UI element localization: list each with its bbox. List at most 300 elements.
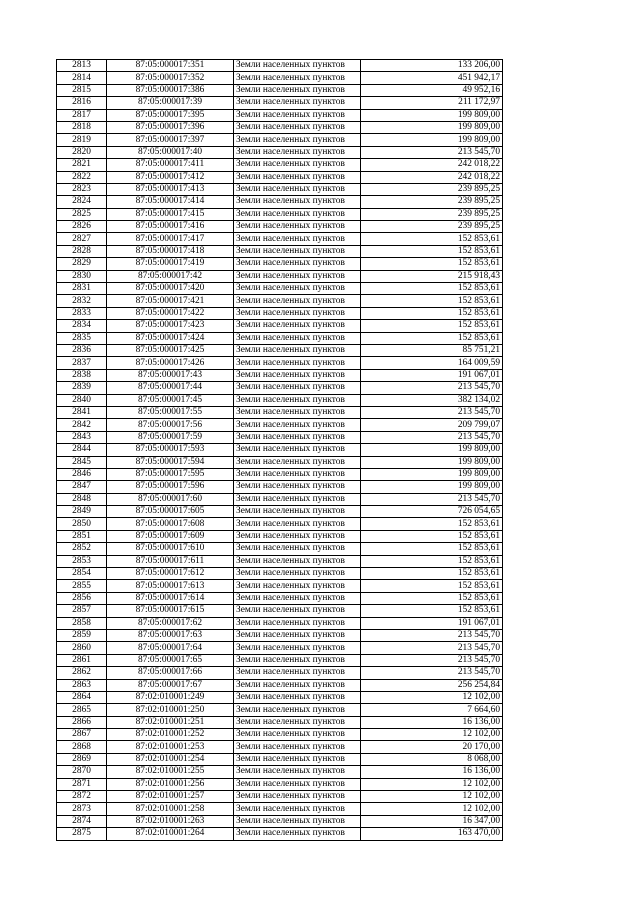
- cadastral-number-cell: 87:05:000017:593: [107, 444, 234, 456]
- row-number-cell: 2819: [57, 134, 107, 146]
- row-number-cell: 2837: [57, 357, 107, 369]
- land-category-cell: Земли населенных пунктов: [234, 605, 361, 617]
- land-category-cell: Земли населенных пунктов: [234, 221, 361, 233]
- cadastral-value-cell: 199 809,00: [361, 468, 503, 480]
- table-row: [57, 605, 503, 617]
- land-category-cell: Земли населенных пунктов: [234, 171, 361, 183]
- cadastral-number-cell: 87:05:000017:614: [107, 592, 234, 604]
- table-row: [57, 778, 503, 790]
- cadastral-number-cell: 87:02:010001:252: [107, 729, 234, 741]
- row-number-cell: 2856: [57, 592, 107, 604]
- cadastral-value-cell: 152 853,61: [361, 605, 503, 617]
- land-category-cell: Земли населенных пунктов: [234, 654, 361, 666]
- table-row: [57, 344, 503, 356]
- cadastral-number-cell: 87:05:000017:415: [107, 208, 234, 220]
- cadastral-value-cell: 191 067,01: [361, 369, 503, 381]
- table-row: [57, 642, 503, 654]
- row-number-cell: 2873: [57, 803, 107, 815]
- cadastral-value-cell: 152 853,61: [361, 568, 503, 580]
- cadastral-number-cell: 87:05:000017:426: [107, 357, 234, 369]
- cadastral-value-cell: 213 545,70: [361, 493, 503, 505]
- land-category-cell: Земли населенных пунктов: [234, 72, 361, 84]
- land-category-cell: Земли населенных пунктов: [234, 121, 361, 133]
- row-number-cell: 2814: [57, 72, 107, 84]
- row-number-cell: 2865: [57, 704, 107, 716]
- cadastral-number-cell: 87:05:000017:413: [107, 183, 234, 195]
- table-row: [57, 394, 503, 406]
- table-row: [57, 307, 503, 319]
- cadastral-value-cell: 152 853,61: [361, 320, 503, 332]
- cadastral-number-cell: 87:02:010001:256: [107, 778, 234, 790]
- land-category-cell: Земли населенных пунктов: [234, 344, 361, 356]
- cadastral-value-cell: 16 136,00: [361, 716, 503, 728]
- cadastral-value-cell: 7 664,60: [361, 704, 503, 716]
- cadastral-value-cell: 152 853,61: [361, 530, 503, 542]
- row-number-cell: 2872: [57, 791, 107, 803]
- cadastral-number-cell: 87:02:010001:255: [107, 766, 234, 778]
- table-row: [57, 704, 503, 716]
- row-number-cell: 2829: [57, 258, 107, 270]
- land-category-cell: Земли населенных пунктов: [234, 270, 361, 282]
- cadastral-value-cell: 242 018,22: [361, 159, 503, 171]
- row-number-cell: 2862: [57, 667, 107, 679]
- cadastral-number-cell: 87:05:000017:60: [107, 493, 234, 505]
- cadastral-number-cell: 87:05:000017:425: [107, 344, 234, 356]
- cadastral-number-cell: 87:02:010001:257: [107, 791, 234, 803]
- cadastral-number-cell: 87:02:010001:251: [107, 716, 234, 728]
- table-row: [57, 146, 503, 158]
- cadastral-number-cell: 87:05:000017:610: [107, 543, 234, 555]
- cadastral-number-cell: 87:05:000017:39: [107, 97, 234, 109]
- table-row: [57, 654, 503, 666]
- land-category-cell: Земли населенных пунктов: [234, 803, 361, 815]
- cadastral-value-cell: 451 942,17: [361, 72, 503, 84]
- land-category-cell: Земли населенных пунктов: [234, 592, 361, 604]
- land-category-cell: Земли населенных пунктов: [234, 543, 361, 555]
- table-row: [57, 530, 503, 542]
- cadastral-number-cell: 87:05:000017:64: [107, 642, 234, 654]
- cadastral-value-cell: 152 853,61: [361, 555, 503, 567]
- row-number-cell: 2833: [57, 307, 107, 319]
- cadastral-value-cell: 152 853,61: [361, 245, 503, 257]
- row-number-cell: 2835: [57, 332, 107, 344]
- land-category-cell: Земли населенных пунктов: [234, 357, 361, 369]
- table-row: [57, 233, 503, 245]
- cadastral-number-cell: 87:05:000017:609: [107, 530, 234, 542]
- cadastral-value-cell: 85 751,21: [361, 344, 503, 356]
- cadastral-number-cell: 87:05:000017:56: [107, 419, 234, 431]
- row-number-cell: 2850: [57, 518, 107, 530]
- row-number-cell: 2825: [57, 208, 107, 220]
- land-category-cell: Земли населенных пунктов: [234, 530, 361, 542]
- table-row: [57, 481, 503, 493]
- cadastral-value-cell: 164 009,59: [361, 357, 503, 369]
- cadastral-number-cell: 87:02:010001:258: [107, 803, 234, 815]
- cadastral-value-cell: 213 545,70: [361, 667, 503, 679]
- land-category-cell: Земли населенных пунктов: [234, 369, 361, 381]
- cadastral-value-cell: 12 102,00: [361, 691, 503, 703]
- land-category-cell: Земли населенных пунктов: [234, 419, 361, 431]
- land-category-cell: Земли населенных пунктов: [234, 729, 361, 741]
- cadastral-number-cell: 87:05:000017:418: [107, 245, 234, 257]
- row-number-cell: 2820: [57, 146, 107, 158]
- cadastral-value-cell: 239 895,25: [361, 221, 503, 233]
- row-number-cell: 2871: [57, 778, 107, 790]
- table-row: [57, 555, 503, 567]
- cadastral-number-cell: 87:02:010001:249: [107, 691, 234, 703]
- cadastral-number-cell: 87:05:000017:416: [107, 221, 234, 233]
- cadastral-number-cell: 87:05:000017:422: [107, 307, 234, 319]
- row-number-cell: 2869: [57, 753, 107, 765]
- row-number-cell: 2821: [57, 159, 107, 171]
- cadastral-number-cell: 87:05:000017:63: [107, 629, 234, 641]
- row-number-cell: 2838: [57, 369, 107, 381]
- row-number-cell: 2855: [57, 580, 107, 592]
- land-category-cell: Земли населенных пунктов: [234, 753, 361, 765]
- row-number-cell: 2834: [57, 320, 107, 332]
- land-category-cell: Земли населенных пунктов: [234, 481, 361, 493]
- row-number-cell: 2857: [57, 605, 107, 617]
- cadastral-value-cell: 213 545,70: [361, 642, 503, 654]
- row-number-cell: 2830: [57, 270, 107, 282]
- table-row: [57, 592, 503, 604]
- land-category-cell: Земли населенных пунктов: [234, 258, 361, 270]
- land-category-cell: Земли населенных пунктов: [234, 196, 361, 208]
- table-row: [57, 679, 503, 691]
- land-category-cell: Земли населенных пунктов: [234, 109, 361, 121]
- land-category-cell: Земли населенных пунктов: [234, 134, 361, 146]
- row-number-cell: 2828: [57, 245, 107, 257]
- table-row: [57, 295, 503, 307]
- land-category-cell: Земли населенных пунктов: [234, 307, 361, 319]
- row-number-cell: 2843: [57, 431, 107, 443]
- cadastral-value-cell: 213 545,70: [361, 146, 503, 158]
- row-number-cell: 2840: [57, 394, 107, 406]
- table-row: [57, 159, 503, 171]
- cadastral-value-cell: 209 799,07: [361, 419, 503, 431]
- row-number-cell: 2824: [57, 196, 107, 208]
- land-category-cell: Земли населенных пунктов: [234, 716, 361, 728]
- row-number-cell: 2827: [57, 233, 107, 245]
- land-category-cell: Земли населенных пунктов: [234, 60, 361, 72]
- land-category-cell: Земли населенных пунктов: [234, 394, 361, 406]
- land-category-cell: Земли населенных пунктов: [234, 791, 361, 803]
- land-category-cell: Земли населенных пунктов: [234, 617, 361, 629]
- cadastral-value-cell: 152 853,61: [361, 233, 503, 245]
- row-number-cell: 2859: [57, 629, 107, 641]
- cadastral-value-cell: 382 134,02: [361, 394, 503, 406]
- table-row: [57, 208, 503, 220]
- row-number-cell: 2851: [57, 530, 107, 542]
- land-category-cell: Земли населенных пунктов: [234, 555, 361, 567]
- cadastral-number-cell: 87:05:000017:608: [107, 518, 234, 530]
- land-category-cell: Земли населенных пунктов: [234, 629, 361, 641]
- table-row: [57, 444, 503, 456]
- cadastral-value-cell: 16 347,00: [361, 815, 503, 827]
- cadastral-number-cell: 87:05:000017:65: [107, 654, 234, 666]
- cadastral-number-cell: 87:05:000017:595: [107, 468, 234, 480]
- cadastral-value-cell: 152 853,61: [361, 258, 503, 270]
- row-number-cell: 2842: [57, 419, 107, 431]
- table-row: [57, 72, 503, 84]
- cadastral-value-cell: 12 102,00: [361, 778, 503, 790]
- row-number-cell: 2817: [57, 109, 107, 121]
- table-row: [57, 270, 503, 282]
- cadastral-value-cell: 16 136,00: [361, 766, 503, 778]
- row-number-cell: 2874: [57, 815, 107, 827]
- cadastral-number-cell: 87:05:000017:396: [107, 121, 234, 133]
- land-category-cell: Земли населенных пунктов: [234, 642, 361, 654]
- cadastral-value-cell: 20 170,00: [361, 741, 503, 753]
- cadastral-number-cell: 87:02:010001:253: [107, 741, 234, 753]
- row-number-cell: 2839: [57, 382, 107, 394]
- cadastral-value-cell: 215 918,43: [361, 270, 503, 282]
- cadastral-value-cell: 152 853,61: [361, 518, 503, 530]
- cadastral-number-cell: 87:05:000017:386: [107, 84, 234, 96]
- cadastral-value-cell: 152 853,61: [361, 580, 503, 592]
- land-category-cell: Земли населенных пунктов: [234, 233, 361, 245]
- land-category-cell: Земли населенных пунктов: [234, 506, 361, 518]
- cadastral-number-cell: 87:05:000017:605: [107, 506, 234, 518]
- table-row: [57, 332, 503, 344]
- land-category-cell: Земли населенных пунктов: [234, 283, 361, 295]
- cadastral-value-cell: 152 853,61: [361, 332, 503, 344]
- table-row: [57, 506, 503, 518]
- row-number-cell: 2852: [57, 543, 107, 555]
- cadastral-number-cell: 87:02:010001:254: [107, 753, 234, 765]
- table-row: [57, 258, 503, 270]
- land-category-cell: Земли населенных пунктов: [234, 568, 361, 580]
- cadastral-value-cell: 12 102,00: [361, 791, 503, 803]
- row-number-cell: 2861: [57, 654, 107, 666]
- cadastral-value-cell: 199 809,00: [361, 481, 503, 493]
- cadastral-number-cell: 87:05:000017:615: [107, 605, 234, 617]
- table-row: [57, 518, 503, 530]
- row-number-cell: 2818: [57, 121, 107, 133]
- row-number-cell: 2831: [57, 283, 107, 295]
- land-category-cell: Земли населенных пунктов: [234, 295, 361, 307]
- table-row: [57, 221, 503, 233]
- land-category-cell: Земли населенных пунктов: [234, 159, 361, 171]
- table-row: [57, 431, 503, 443]
- row-number-cell: 2813: [57, 60, 107, 72]
- cadastral-number-cell: 87:05:000017:414: [107, 196, 234, 208]
- land-category-cell: Земли населенных пунктов: [234, 766, 361, 778]
- row-number-cell: 2846: [57, 468, 107, 480]
- land-category-cell: Земли населенных пунктов: [234, 444, 361, 456]
- row-number-cell: 2826: [57, 221, 107, 233]
- cadastral-number-cell: 87:05:000017:611: [107, 555, 234, 567]
- table-row: [57, 766, 503, 778]
- table-row: [57, 97, 503, 109]
- cadastral-number-cell: 87:05:000017:421: [107, 295, 234, 307]
- table-row: [57, 543, 503, 555]
- table-row: [57, 456, 503, 468]
- cadastral-value-cell: 152 853,61: [361, 307, 503, 319]
- cadastral-number-cell: 87:05:000017:67: [107, 679, 234, 691]
- land-category-cell: Земли населенных пунктов: [234, 518, 361, 530]
- cadastral-number-cell: 87:05:000017:45: [107, 394, 234, 406]
- table-row: [57, 468, 503, 480]
- cadastral-value-cell: 213 545,70: [361, 382, 503, 394]
- table-row: [57, 171, 503, 183]
- cadastral-value-cell: 199 809,00: [361, 444, 503, 456]
- cadastral-value-cell: 199 809,00: [361, 121, 503, 133]
- table-row: [57, 406, 503, 418]
- row-number-cell: 2864: [57, 691, 107, 703]
- land-category-cell: Земли населенных пунктов: [234, 208, 361, 220]
- cadastral-number-cell: 87:05:000017:352: [107, 72, 234, 84]
- cadastral-number-cell: 87:05:000017:424: [107, 332, 234, 344]
- row-number-cell: 2845: [57, 456, 107, 468]
- cadastral-number-cell: 87:05:000017:42: [107, 270, 234, 282]
- cadastral-number-cell: 87:05:000017:594: [107, 456, 234, 468]
- row-number-cell: 2858: [57, 617, 107, 629]
- table-row: [57, 109, 503, 121]
- table-row: [57, 828, 503, 840]
- cadastral-value-cell: 211 172,97: [361, 97, 503, 109]
- cadastral-value-cell: 199 809,00: [361, 134, 503, 146]
- row-number-cell: 2849: [57, 506, 107, 518]
- cadastral-value-cell: 152 853,61: [361, 592, 503, 604]
- land-category-cell: Земли населенных пунктов: [234, 332, 361, 344]
- table-row: [57, 580, 503, 592]
- cadastral-value-cell: 49 952,16: [361, 84, 503, 96]
- cadastral-value-cell: 191 067,01: [361, 617, 503, 629]
- land-category-cell: Земли населенных пунктов: [234, 679, 361, 691]
- land-category-cell: Земли населенных пунктов: [234, 146, 361, 158]
- land-category-cell: Земли населенных пунктов: [234, 580, 361, 592]
- land-category-cell: Земли населенных пунктов: [234, 245, 361, 257]
- table-row: [57, 493, 503, 505]
- cadastral-number-cell: 87:05:000017:40: [107, 146, 234, 158]
- table-row: [57, 320, 503, 332]
- row-number-cell: 2853: [57, 555, 107, 567]
- cadastral-value-cell: 8 068,00: [361, 753, 503, 765]
- row-number-cell: 2868: [57, 741, 107, 753]
- land-category-cell: Земли населенных пунктов: [234, 382, 361, 394]
- cadastral-number-cell: 87:05:000017:420: [107, 283, 234, 295]
- cadastral-value-cell: 152 853,61: [361, 283, 503, 295]
- row-number-cell: 2815: [57, 84, 107, 96]
- table-row: [57, 283, 503, 295]
- cadastral-number-cell: 87:05:000017:412: [107, 171, 234, 183]
- table-row: [57, 691, 503, 703]
- cadastral-number-cell: 87:05:000017:44: [107, 382, 234, 394]
- table-row: [57, 196, 503, 208]
- row-number-cell: 2875: [57, 828, 107, 840]
- cadastral-number-cell: 87:02:010001:263: [107, 815, 234, 827]
- row-number-cell: 2832: [57, 295, 107, 307]
- row-number-cell: 2870: [57, 766, 107, 778]
- table-row: [57, 357, 503, 369]
- table-row: [57, 382, 503, 394]
- table-row: [57, 803, 503, 815]
- land-category-cell: Земли населенных пунктов: [234, 778, 361, 790]
- row-number-cell: 2816: [57, 97, 107, 109]
- cadastral-value-cell: 12 102,00: [361, 729, 503, 741]
- row-number-cell: 2866: [57, 716, 107, 728]
- table-row: [57, 84, 503, 96]
- cadastral-value-cell: 199 809,00: [361, 456, 503, 468]
- cadastral-value-cell: 242 018,22: [361, 171, 503, 183]
- cadastral-number-cell: 87:05:000017:397: [107, 134, 234, 146]
- cadastral-number-cell: 87:05:000017:613: [107, 580, 234, 592]
- cadastral-value-cell: 213 545,70: [361, 629, 503, 641]
- row-number-cell: 2823: [57, 183, 107, 195]
- cadastral-number-cell: 87:05:000017:395: [107, 109, 234, 121]
- land-category-cell: Земли населенных пунктов: [234, 406, 361, 418]
- cadastral-value-cell: 213 545,70: [361, 654, 503, 666]
- land-category-cell: Земли населенных пунктов: [234, 183, 361, 195]
- table-row: [57, 568, 503, 580]
- cadastral-number-cell: 87:05:000017:612: [107, 568, 234, 580]
- row-number-cell: 2836: [57, 344, 107, 356]
- table-row: [57, 419, 503, 431]
- cadastral-number-cell: 87:02:010001:264: [107, 828, 234, 840]
- table-row: [57, 121, 503, 133]
- cadastral-value-cell: 213 545,70: [361, 431, 503, 443]
- cadastral-number-cell: 87:05:000017:66: [107, 667, 234, 679]
- cadastral-number-cell: 87:05:000017:59: [107, 431, 234, 443]
- table-row: [57, 729, 503, 741]
- row-number-cell: 2841: [57, 406, 107, 418]
- cadastral-number-cell: 87:05:000017:417: [107, 233, 234, 245]
- row-number-cell: 2847: [57, 481, 107, 493]
- land-category-cell: Земли населенных пунктов: [234, 828, 361, 840]
- land-category-cell: Земли населенных пунктов: [234, 431, 361, 443]
- cadastral-value-cell: 133 206,00: [361, 60, 503, 72]
- cadastral-value-cell: 256 254,84: [361, 679, 503, 691]
- table-row: [57, 134, 503, 146]
- cadastral-number-cell: 87:05:000017:351: [107, 60, 234, 72]
- cadastral-number-cell: 87:05:000017:43: [107, 369, 234, 381]
- table-row: [57, 183, 503, 195]
- table-row: [57, 741, 503, 753]
- table-row: [57, 629, 503, 641]
- row-number-cell: 2863: [57, 679, 107, 691]
- land-category-cell: Земли населенных пунктов: [234, 704, 361, 716]
- cadastral-value-cell: 199 809,00: [361, 109, 503, 121]
- table-row: [57, 617, 503, 629]
- cadastral-value-cell: 213 545,70: [361, 406, 503, 418]
- row-number-cell: 2860: [57, 642, 107, 654]
- table-row: [57, 369, 503, 381]
- table-row: [57, 791, 503, 803]
- land-category-cell: Земли населенных пунктов: [234, 468, 361, 480]
- land-category-cell: Земли населенных пунктов: [234, 691, 361, 703]
- land-category-cell: Земли населенных пунктов: [234, 493, 361, 505]
- cadastral-value-cell: 239 895,25: [361, 183, 503, 195]
- table-row: [57, 667, 503, 679]
- row-number-cell: 2854: [57, 568, 107, 580]
- cadastral-number-cell: 87:05:000017:62: [107, 617, 234, 629]
- cadastral-number-cell: 87:05:000017:423: [107, 320, 234, 332]
- cadastral-value-cell: 12 102,00: [361, 803, 503, 815]
- land-category-cell: Земли населенных пунктов: [234, 741, 361, 753]
- land-category-cell: Земли населенных пунктов: [234, 84, 361, 96]
- cadastral-number-cell: 87:02:010001:250: [107, 704, 234, 716]
- cadastral-value-cell: 163 470,00: [361, 828, 503, 840]
- table-row: [57, 753, 503, 765]
- table-row: [57, 815, 503, 827]
- land-category-cell: Земли населенных пунктов: [234, 456, 361, 468]
- row-number-cell: 2822: [57, 171, 107, 183]
- table-row: [57, 245, 503, 257]
- cadastral-value-cell: 152 853,61: [361, 295, 503, 307]
- cadastral-number-cell: 87:05:000017:55: [107, 406, 234, 418]
- cadastral-number-cell: 87:05:000017:596: [107, 481, 234, 493]
